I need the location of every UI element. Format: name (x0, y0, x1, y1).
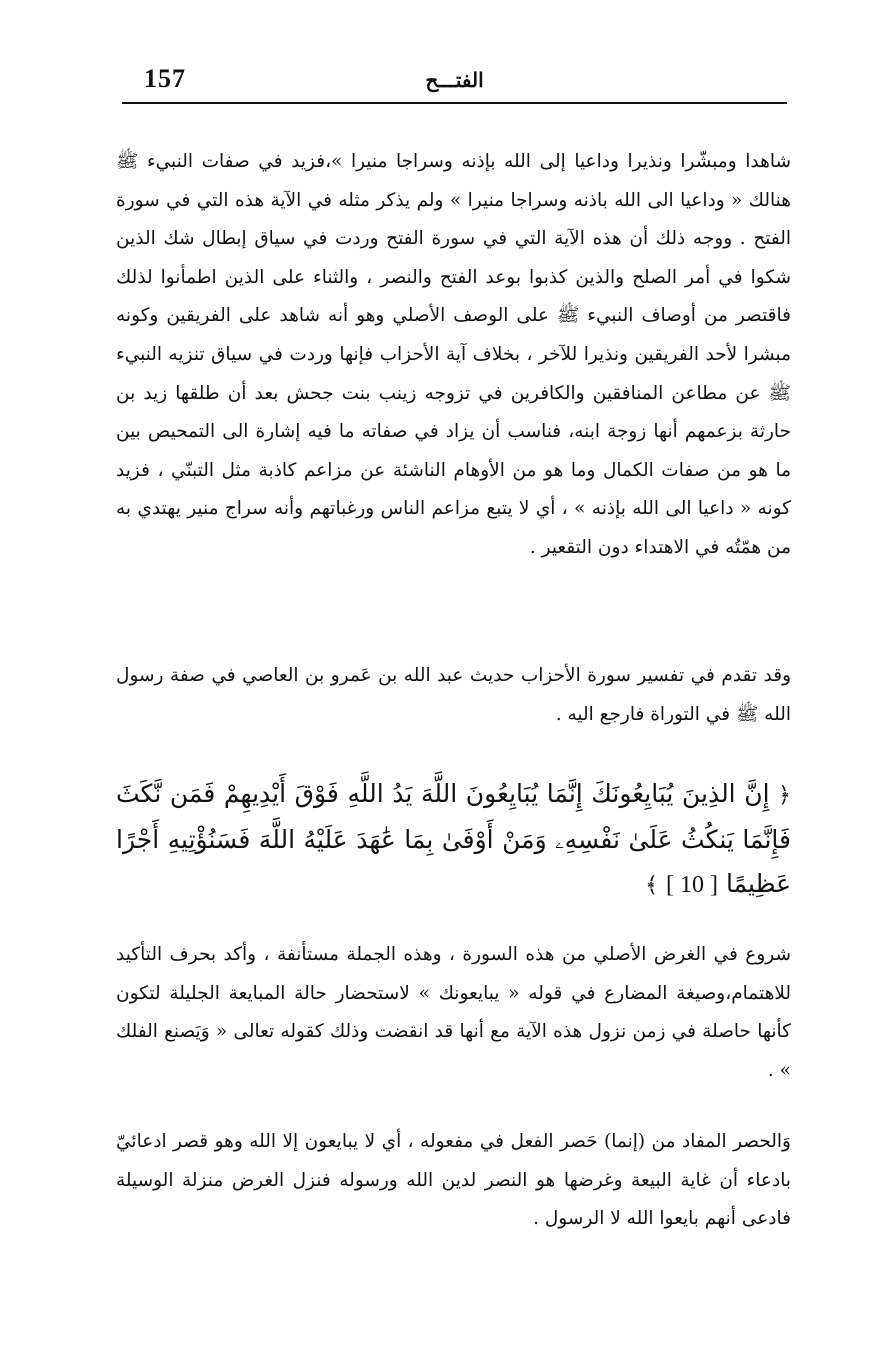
paragraph-3: شروع في الغرض الأصلي من هذه السورة ، وهذه الجملة مستأنفة ، وأكد بحرف التأكيد للاهتمام،وصيغة المضارع في قوله « يبايعونك » لاستحضار حالة المبايعة الجليلة لتكون كأنها حاصلة في زمن نزول هذه الآية مع أنها قد انقضت وذلك كقوله تعالى « وَيَصنع الفلك » . (116, 944, 791, 1081)
running-title: الفتـــح (425, 68, 484, 92)
verse-open-bracket: ﴿ (778, 783, 791, 808)
header-divider (122, 102, 787, 104)
page-header (122, 60, 787, 104)
verse-close-bracket: ﴾ (645, 873, 659, 898)
page-number: 157 (144, 64, 186, 93)
paragraph-1: شاهدا ومبشّرا ونذيرا وداعيا إلى الله بإذنه وسراجا منيرا »،فزيد في صفات النبيء ﷺ هنالك « وداعيا الى الله باذنه وسراجا منيرا » ولم يذكر مثله في الآية هذه التي في سورة الفتح . ووجه ذلك أن هذه الآية التي في سورة الفتح وردت في سياق إبطال شك الذين شكوا في أمر الصلح والذين كذبوا بوعد الفتح والنصر ، والثناء على الذين اطمأنوا لذلك فاقتصر من أوصاف النبيء ﷺ على الوصف الأصلي وهو أنه شاهد على الفريقين وكونه مبشرا لأحد الفريقين ونذيرا للآخر ، بخلاف آية الأحزاب فإنها وردت في سياق تنزيه النبيء ﷺ عن مطاعن المنافقين والكافرين في تزوجه زينب بنت جحش بعد أن طلقها زيد بن حارثة بزعمهم أنها زوجة ابنه، فناسب أن يزاد في صفاته ما فيه إشارة الى التمحيص بين ما هو من صفات الكمال وما هو من الأوهام الناشئة عن مزاعم كاذبة مثل التبنّي ، فزيد كونه « داعيا الى الله بإذنه » ، أي لا يتبع مزاعم الناس ورغباتهم وأنه سراج منير يهتدي به من همّتُه في الاهتداء دون التقعير . (116, 151, 791, 558)
verse-number: [ 10 ] (666, 872, 718, 898)
paragraph-2: وقد تقدم في تفسير سورة الأحزاب حديث عبد الله بن عَمرو بن العاصي في صفة رسول الله ﷺ في التوراة فارجع اليه . (116, 665, 791, 725)
verse-text: إِنَّ الذِينَ يُبَايِعُونَكَ إِنَّمَا يُبَايِعُونَ اللَّهَ يَدُ اللَّهِ فَوْقَ أَيْدِيهِمْ فَمَن نَّكَثَ فَإِنَّمَا يَنكُثُ عَلَىٰ نَفْسِهِۦ وَمَنْ أَوْفَىٰ بِمَا عَٰهَدَ عَلَيْهُ اللَّهَ فَسَنُؤْتِيهِ أَجْرًا عَظِيمًا (116, 779, 791, 898)
quran-verse (116, 772, 791, 908)
paragraph-4: وَالحصر المفاد من (إنما) حَصر الفعل في مفعوله ، أي لا يبايعون إلا الله وهو قصر ادعائيّ بادعاء أن غاية البيعة وغرضها هو النصر لدين الله ورسوله فنزل الغرض منزلة الوسيلة فادعى أنهم بايعوا الله لا الرسول . (116, 1131, 791, 1230)
